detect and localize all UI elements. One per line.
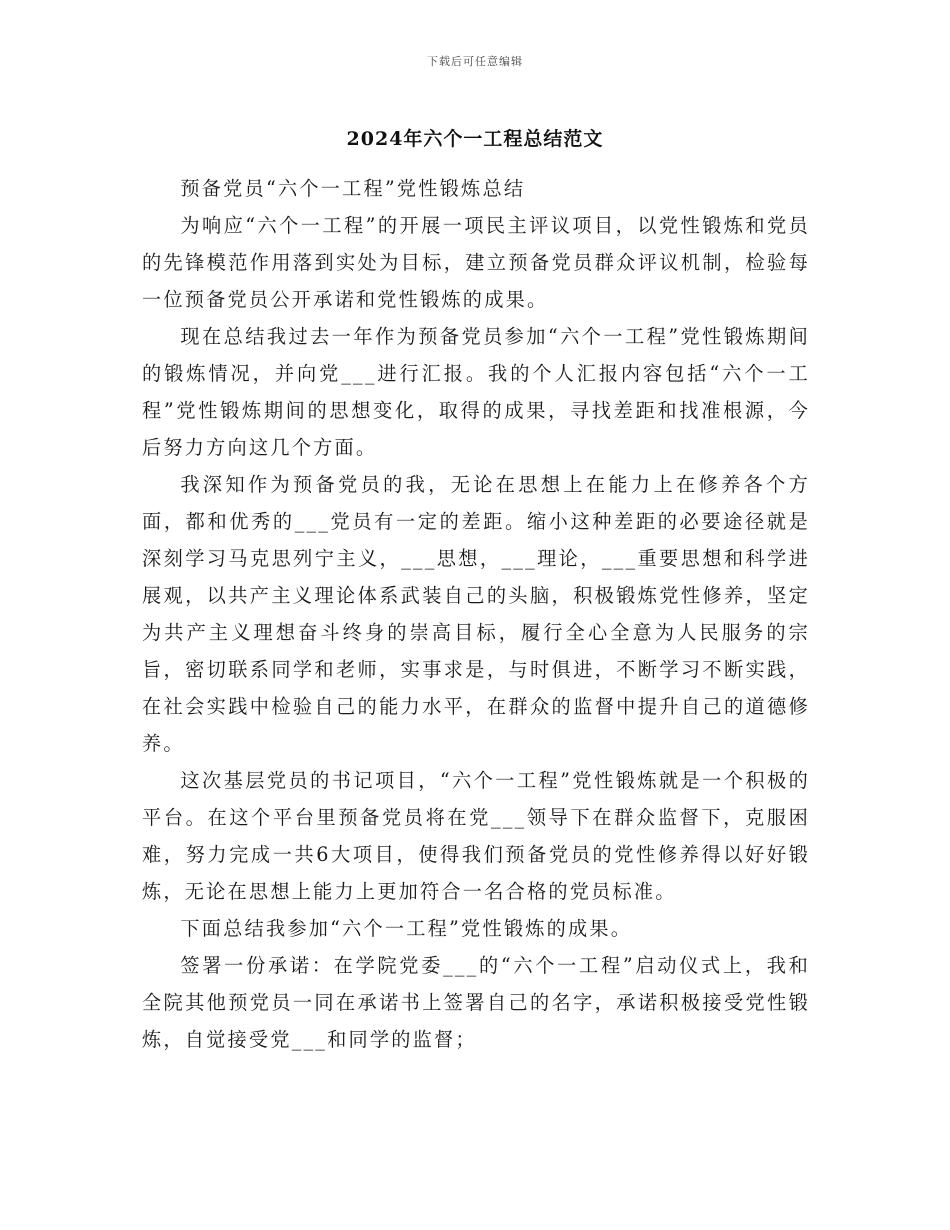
paragraph: 为响应“六个一工程”的开展一项民主评议项目，以党性锻炼和党员的先锋模范作用落到实处为目标，建立预备党员群众评议机制，检验每一位预备党员公开承诺和党性锻炼的成果。 bbox=[142, 214, 810, 311]
paragraph: 现在总结我过去一年作为预备党员参加“六个一工程”党性锻炼期间的锻炼情况，并向党___进行汇报。我的个人汇报内容包括“六个一工程”党性锻炼期间的思想变化，取得的成果，寻找差距和找准根源，今后努力方向这几个方面。 bbox=[142, 325, 810, 459]
document-body bbox=[142, 170, 810, 1058]
paragraph: 下面总结我参加“六个一工程”党性锻炼的成果。 bbox=[180, 917, 633, 940]
paragraph-subtitle: 预备党员“六个一工程”党性锻炼总结 bbox=[180, 177, 526, 200]
document-title: 2024年六个一工程总结范文 bbox=[346, 128, 604, 150]
header-note: 下载后可任意编辑 bbox=[427, 55, 523, 68]
paragraph: 我深知作为预备党员的我，无论在思想上在能力上在修养各个方面，都和优秀的___党员有一定的差距。缩小这种差距的必要途径就是深刻学习马克思列宁主义，___思想，___理论，___重要思想和科学进展观，以共产主义理论体系武装自己的头脑，积极锻炼党性修养，坚定为共产主义理想奋斗终身的崇高目标，履行全心全意为人民服务的宗旨，密切联系同学和老师，实事求是，与时俱进，不断学习不断实践，在社会实践中检验自己的能力水平，在群众的监督中提升自己的道德修养。 bbox=[142, 473, 810, 755]
paragraph: 签署一份承诺：在学院党委___的“六个一工程”启动仪式上，我和全院其他预党员一同在承诺书上签署自己的名字，承诺积极接受党性锻炼，自觉接受党___和同学的监督； bbox=[142, 954, 810, 1051]
paragraph: 这次基层党员的书记项目，“六个一工程”党性锻炼就是一个积极的平台。在这个平台里预备党员将在党___领导下在群众监督下，克服困难，努力完成一共6大项目，使得我们预备党员的党性修养得以好好锻炼，无论在思想上能力上更加符合一名合格的党员标准。 bbox=[142, 769, 810, 903]
